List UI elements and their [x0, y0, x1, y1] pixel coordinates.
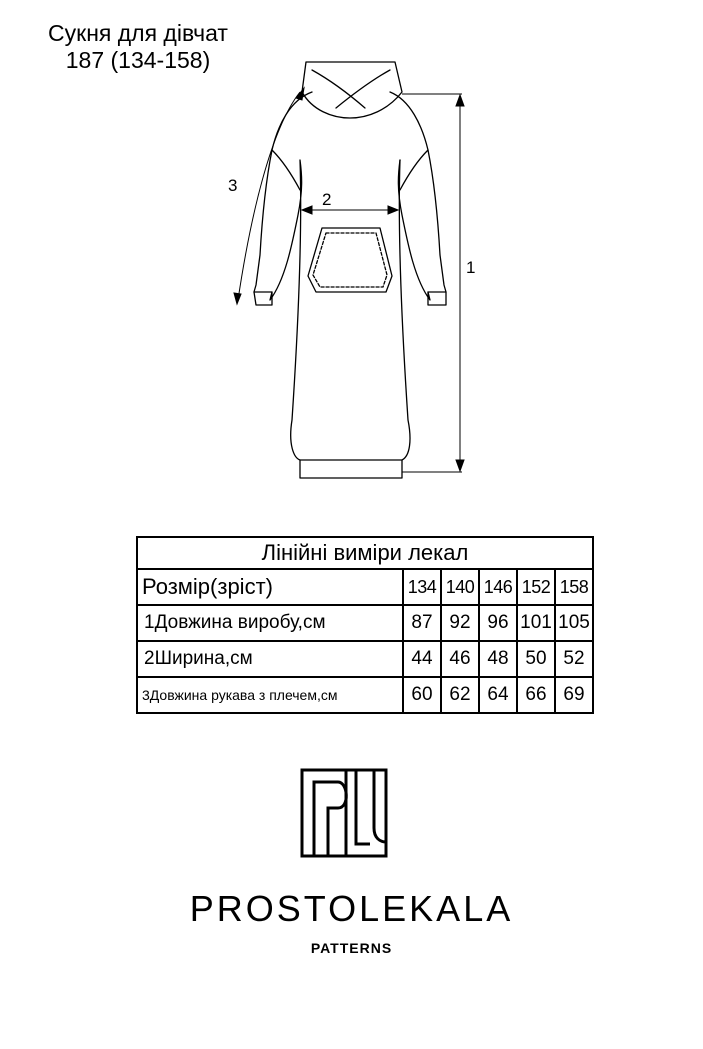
size-cell: 158	[555, 569, 593, 605]
size-header: Розмір(зріст)	[137, 569, 403, 605]
value-cell: 48	[479, 641, 517, 677]
value-cell: 101	[517, 605, 555, 641]
value-cell: 60	[403, 677, 441, 713]
table-caption-row	[137, 537, 593, 569]
value-cell: 96	[479, 605, 517, 641]
sleeve-label: 3	[228, 176, 238, 195]
pl-monogram-logo	[300, 768, 390, 858]
brand-tagline: PATTERNS	[310, 940, 393, 956]
value-cell: 62	[441, 677, 479, 713]
dress-technical-sketch	[0, 0, 703, 520]
row-label: 2Ширина,см	[137, 641, 403, 677]
length-label: 1	[466, 258, 476, 277]
left-cuff	[254, 292, 272, 305]
value-cell: 105	[555, 605, 593, 641]
collar	[302, 62, 402, 118]
table-caption: Лінійні виміри лекал	[137, 537, 593, 569]
row-label: 1Довжина виробу,см	[137, 605, 403, 641]
measurements-table	[136, 536, 594, 714]
value-cell: 44	[403, 641, 441, 677]
value-cell: 46	[441, 641, 479, 677]
title-line-2: 187 (134-158)	[65, 47, 211, 73]
value-cell: 64	[479, 677, 517, 713]
table-row	[137, 605, 593, 641]
size-cell: 134	[403, 569, 441, 605]
size-cell: 152	[517, 569, 555, 605]
table-row	[137, 677, 593, 713]
size-cell: 146	[479, 569, 517, 605]
right-cuff	[428, 292, 446, 305]
table-header-row	[137, 569, 593, 605]
value-cell: 69	[555, 677, 593, 713]
kangaroo-pocket	[308, 228, 392, 292]
value-cell: 92	[441, 605, 479, 641]
row-label: 3Довжина рукава з плечем,см	[137, 677, 403, 713]
hem-band	[300, 460, 402, 478]
size-cell: 140	[441, 569, 479, 605]
title-line-1: Сукня для дівчат	[48, 20, 228, 46]
value-cell: 66	[517, 677, 555, 713]
value-cell: 50	[517, 641, 555, 677]
width-label: 2	[322, 190, 332, 209]
brand-name: PROSTOLEKALA	[189, 888, 514, 929]
value-cell: 87	[403, 605, 441, 641]
value-cell: 52	[555, 641, 593, 677]
table-row	[137, 641, 593, 677]
